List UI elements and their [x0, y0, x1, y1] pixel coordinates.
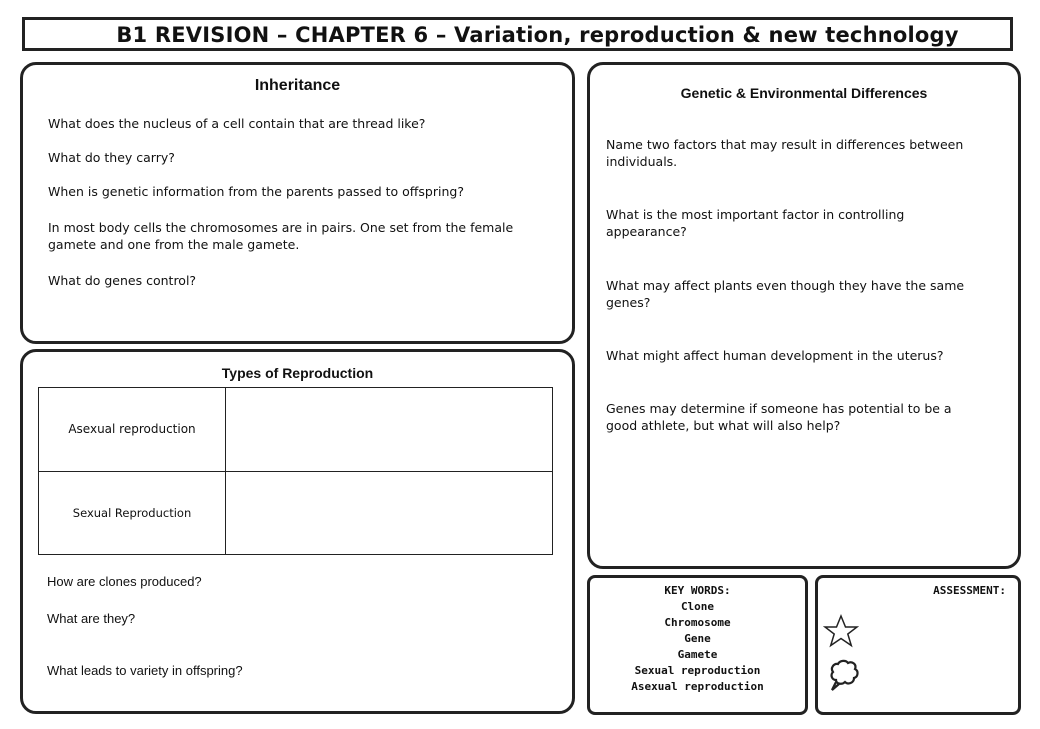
table-cell-answer[interactable] — [226, 471, 553, 555]
keyword-item: Gene — [684, 632, 711, 645]
keyword-item: Chromosome — [664, 616, 731, 629]
table-row — [39, 388, 553, 472]
genetic-question: Name two factors that may result in differences between individuals. — [606, 137, 964, 169]
page-title: B1 REVISION – CHAPTER 6 – Variation, reproduction & new technology — [116, 23, 959, 47]
assessment-panel — [815, 575, 1021, 715]
inheritance-heading: Inheritance — [254, 77, 341, 94]
title-bar — [22, 17, 1013, 51]
keyword-item: Gamete — [677, 648, 718, 661]
keyword-item: Clone — [680, 600, 715, 613]
genetic-question: Genes may determine if someone has potential to be a good athlete, but what will also help? — [606, 401, 952, 433]
inheritance-question: When is genetic information from the parents passed to offspring? — [48, 184, 464, 199]
table-cell-answer[interactable] — [226, 388, 553, 472]
table-cell-label: Asexual reproduction — [39, 388, 226, 472]
table-cell-label: Sexual Reproduction — [39, 471, 226, 555]
genetic-heading: Genetic & Environmental Differences — [680, 85, 928, 101]
reproduction-heading: Types of Reproduction — [221, 365, 374, 381]
inheritance-panel — [20, 62, 575, 344]
genetic-question: What may affect plants even though they have the same genes? — [606, 278, 965, 310]
inheritance-question: In most body cells the chromosomes are in pairs. One set from the female gamete and one from the male gamete. — [48, 220, 514, 252]
inheritance-question: What does the nucleus of a cell contain that are thread like? — [48, 116, 426, 131]
genetic-question: What might affect human development in the uterus? — [606, 348, 944, 363]
reproduction-question: What leads to variety in offspring? — [47, 663, 243, 678]
inheritance-question: What do genes control? — [48, 273, 197, 288]
keyword-item: Sexual reproduction — [634, 664, 761, 677]
reproduction-table — [38, 387, 553, 555]
reproduction-question: What are they? — [47, 611, 136, 626]
keywords-panel — [587, 575, 808, 715]
star-icon — [823, 614, 859, 648]
genetic-question: What is the most important factor in controlling appearance? — [606, 207, 905, 239]
genetic-environmental-panel — [587, 62, 1021, 569]
reproduction-panel — [20, 349, 575, 714]
reproduction-question: How are clones produced? — [47, 574, 202, 589]
inheritance-question: What do they carry? — [48, 150, 175, 165]
assessment-heading: ASSESSMENT: — [933, 584, 1006, 597]
keywords-heading: KEY WORDS: — [664, 584, 731, 597]
thought-bubble-icon — [826, 658, 862, 694]
keyword-item: Asexual reproduction — [631, 680, 764, 693]
table-row — [39, 471, 553, 555]
